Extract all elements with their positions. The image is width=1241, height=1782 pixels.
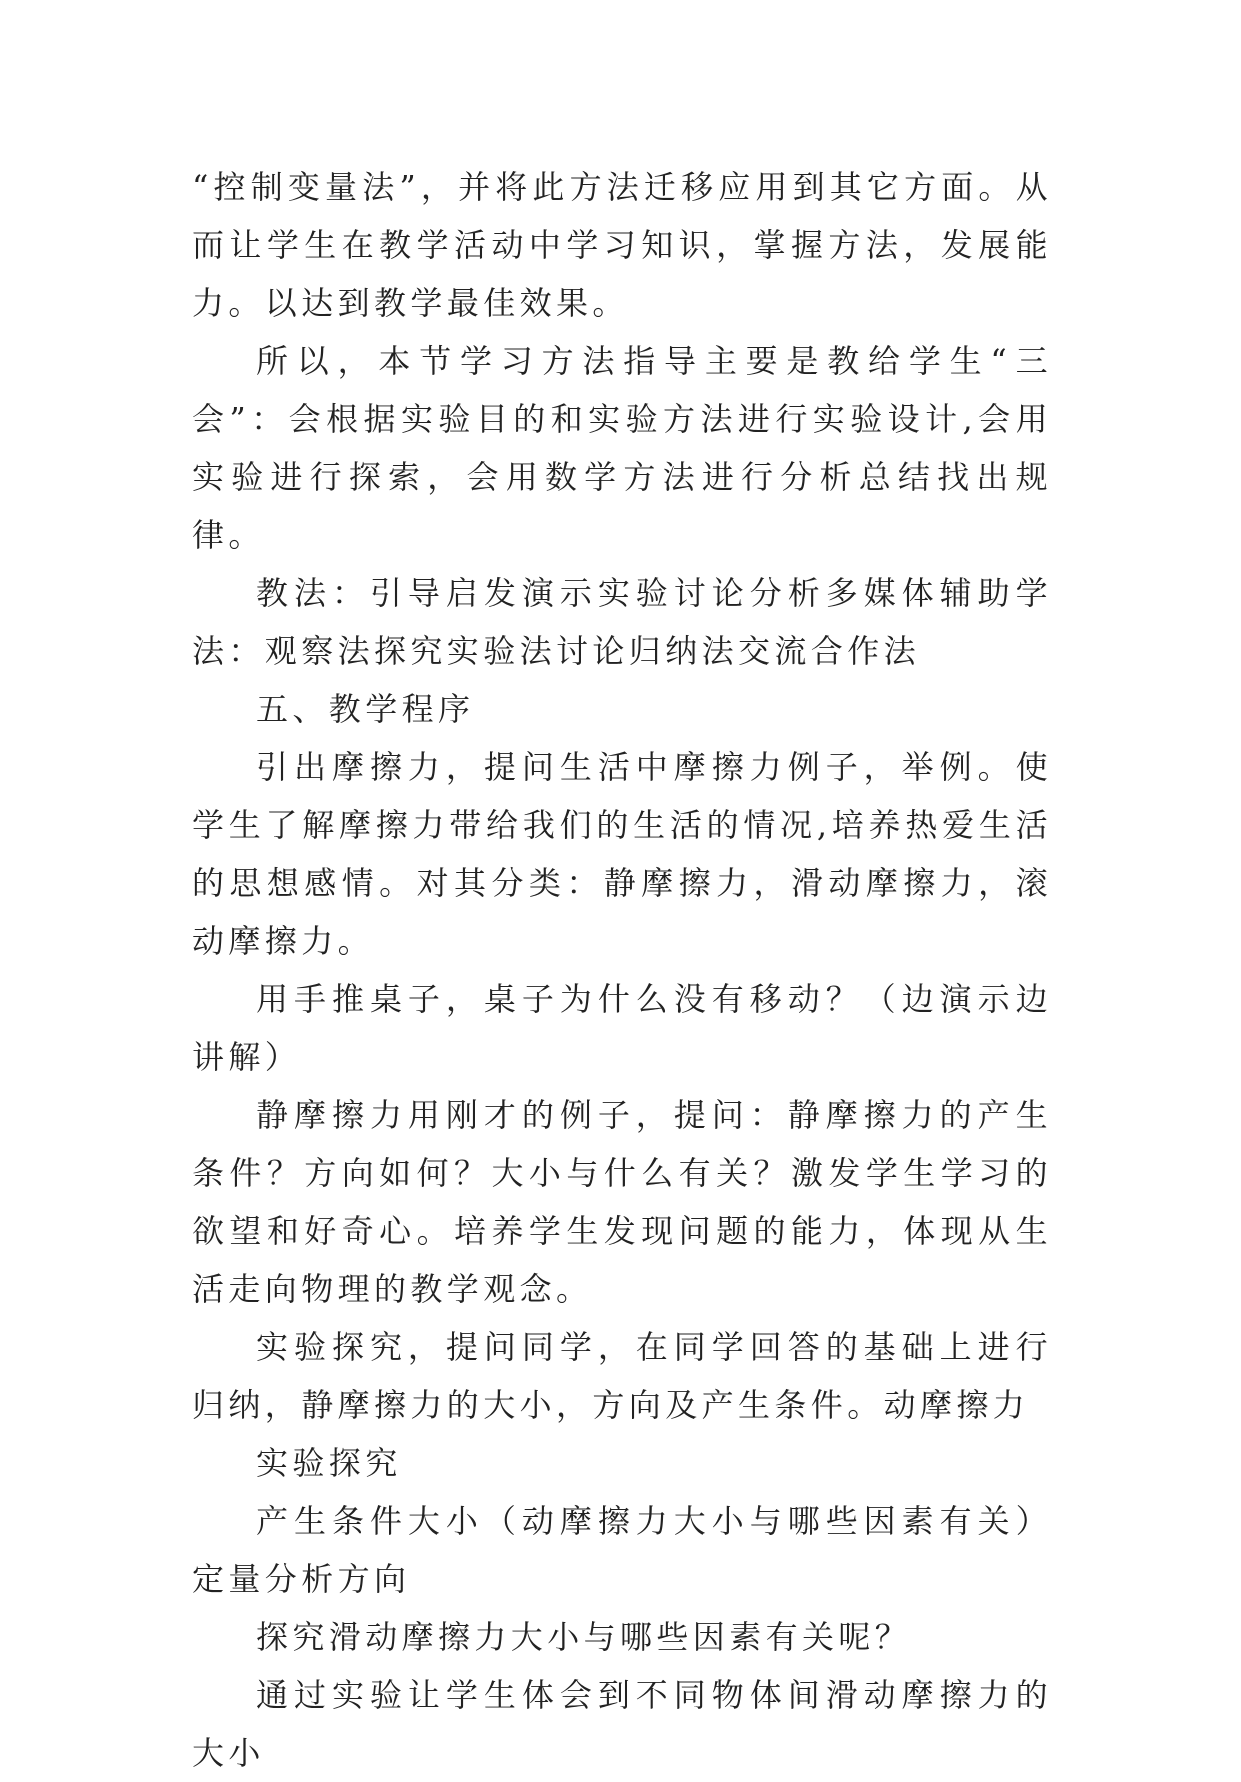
paragraph-12: 通过实验让学生体会到不同物体间滑动摩擦力的大小 bbox=[192, 1676, 1052, 1772]
paragraph-1: “控制变量法”，并将此方法迁移应用到其它方面。从而让学生在教学活动中学习知识，掌握方法，发展能力。以达到教学最佳效果。 bbox=[192, 168, 1052, 322]
paragraph-10: 产生条件大小（动摩擦力大小与哪些因素有关）定量分析方向 bbox=[192, 1502, 1052, 1598]
paragraph-9: 实验探究 bbox=[256, 1444, 402, 1482]
paragraph-6: 用手推桌子，桌子为什么没有移动？（边演示边讲解） bbox=[192, 980, 1052, 1076]
document-body bbox=[192, 158, 1052, 1782]
paragraph-5: 引出摩擦力，提问生活中摩擦力例子，举例。使学生了解摩擦力带给我们的生活的情况,培养热爱生活的思想感情。对其分类：静摩擦力，滑动摩擦力，滚动摩擦力。 bbox=[192, 748, 1052, 960]
paragraph-3: 教法：引导启发演示实验讨论分析多媒体辅助学法：观察法探究实验法讨论归纳法交流合作法 bbox=[192, 574, 1052, 670]
paragraph-7: 静摩擦力用刚才的例子，提问：静摩擦力的产生条件？方向如何？大小与什么有关？激发学生学习的欲望和好奇心。培养学生发现问题的能力，体现从生活走向物理的教学观念。 bbox=[192, 1096, 1052, 1308]
paragraph-8: 实验探究，提问同学，在同学回答的基础上进行归纳，静摩擦力的大小，方向及产生条件。动摩擦力 bbox=[192, 1328, 1052, 1424]
paragraph-11: 探究滑动摩擦力大小与哪些因素有关呢？ bbox=[256, 1618, 912, 1656]
paragraph-2: 所以，本节学习方法指导主要是教给学生“三会”：会根据实验目的和实验方法进行实验设计,会用实验进行探索，会用数学方法进行分析总结找出规律。 bbox=[192, 342, 1052, 554]
section-heading: 五、教学程序 bbox=[256, 690, 475, 728]
